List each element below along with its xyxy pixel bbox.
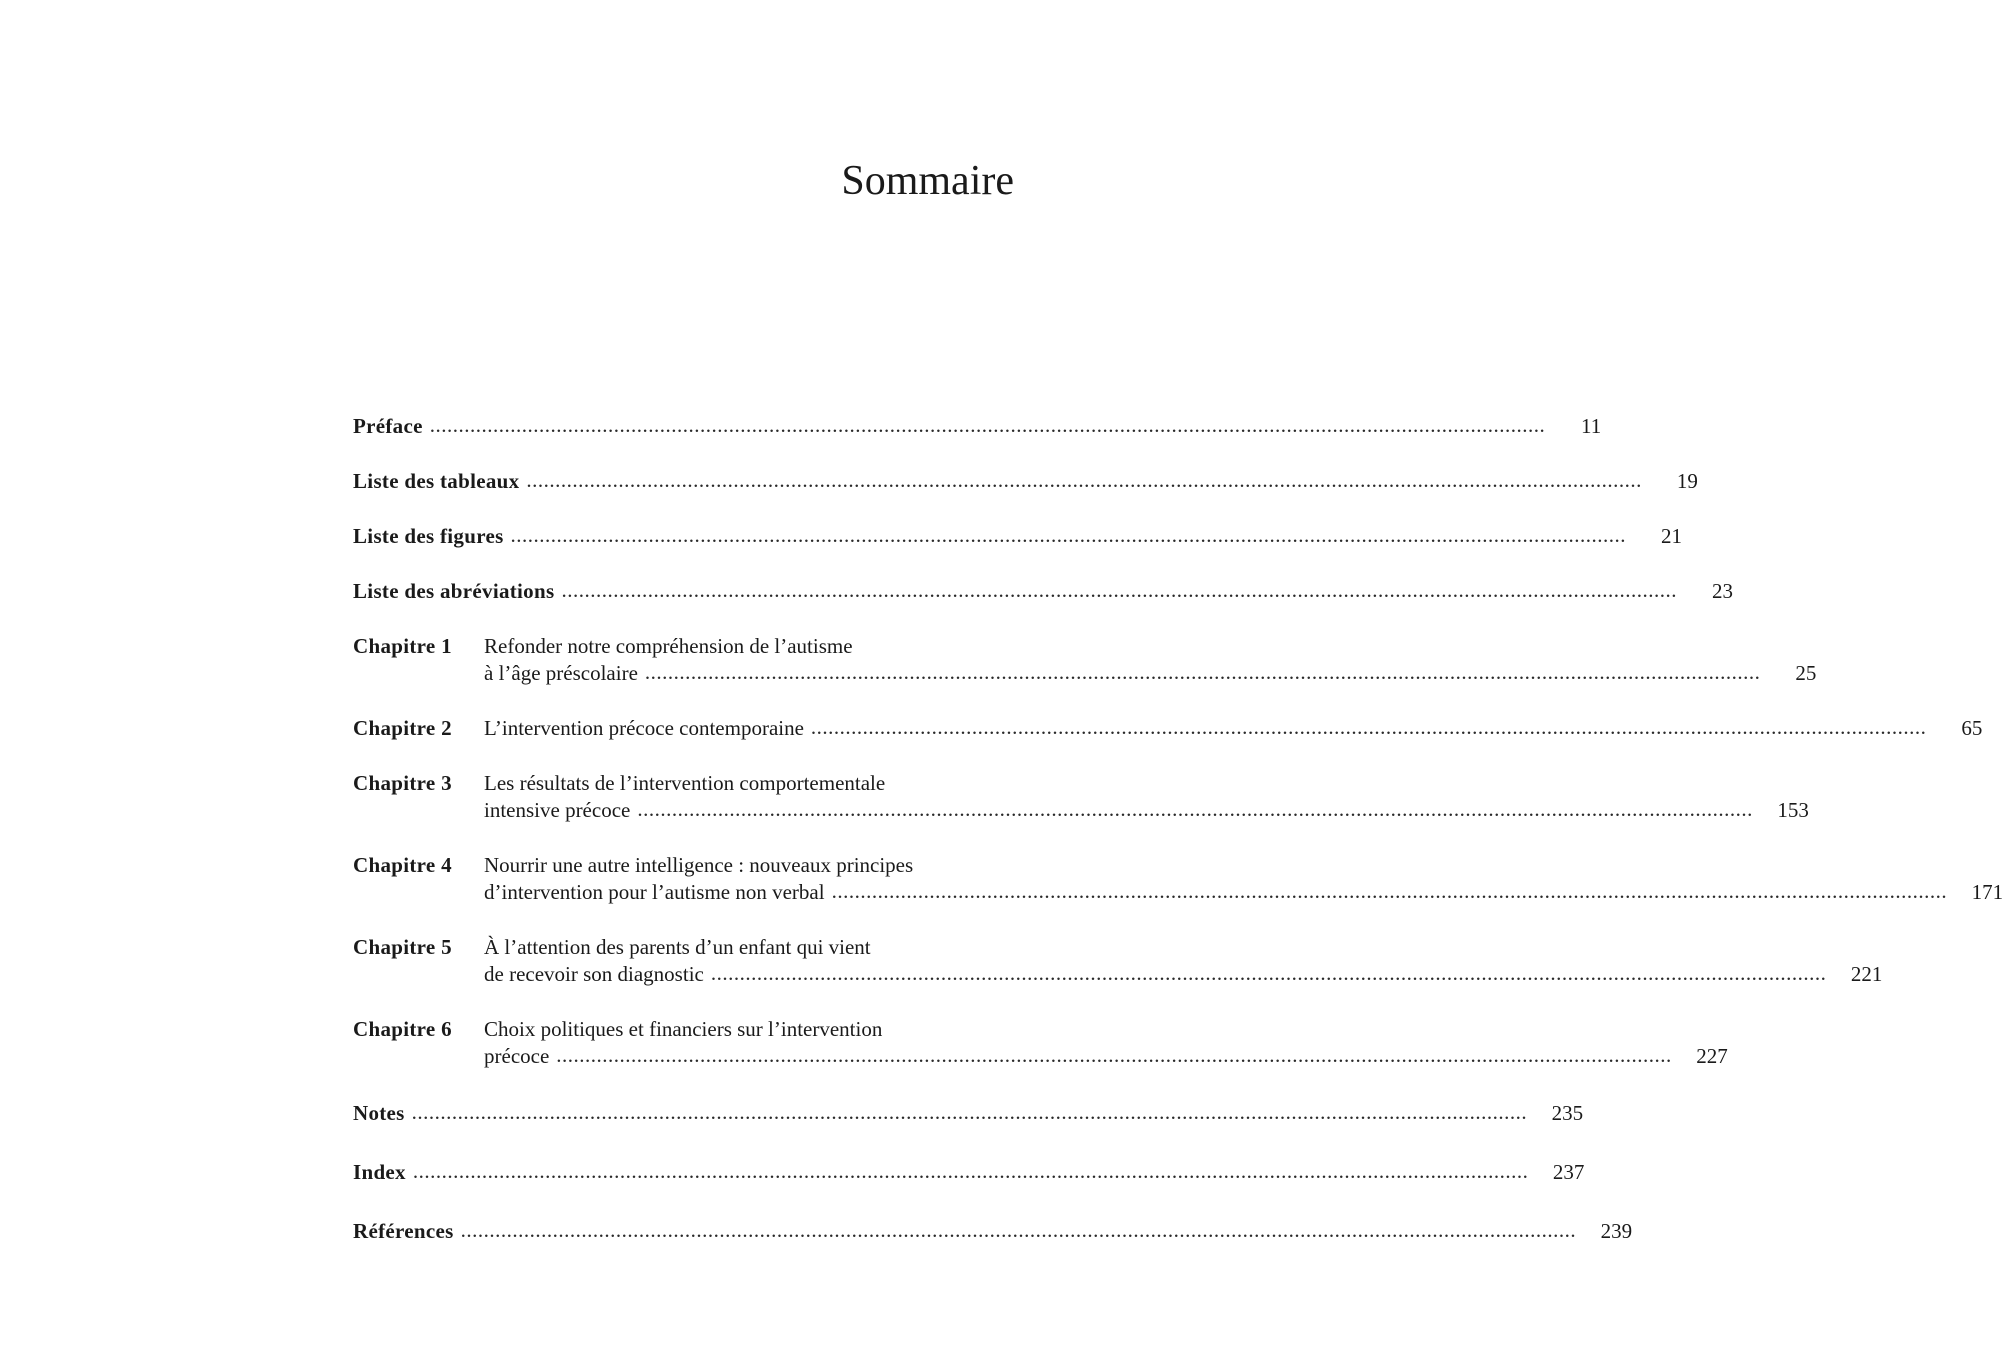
toc-entry-liste-des-tableaux[interactable] [353,468,1698,495]
toc-entry-chapitre-1[interactable] [353,633,1817,687]
dot-leader: .................................................................................................................................................................................................. [637,797,1753,821]
toc-page-number: 227 [1696,1044,1728,1068]
chapter-title-line: intensive précoce [484,798,631,822]
chapter-number: Chapitre 2 [353,716,452,740]
toc-entry-chapitre-2[interactable] [353,715,1983,742]
chapter-number: Chapitre 6 [353,1017,452,1041]
dot-leader: .................................................................................................................................................................................................. [831,879,1948,903]
dot-leader: .................................................................................................................................................................................................. [460,1218,1577,1242]
toc-entry-preface[interactable] [353,413,1602,440]
toc-page-number: 19 [1676,469,1698,493]
chapter-title-line: Les résultats de l’intervention comportementale [484,771,886,795]
toc-entry-label: Index [353,1160,406,1184]
chapter-number: Chapitre 5 [353,935,452,959]
toc-entry-label: Références [353,1219,454,1243]
toc-page-number: 239 [1600,1219,1633,1243]
toc-entry-index[interactable] [353,1159,1585,1186]
toc-entry-chapitre-6[interactable] [353,1016,1728,1070]
dot-leader: .................................................................................................................................................................................................. [429,413,1546,437]
toc-entry-label: Notes [353,1101,405,1125]
toc-page-number: 171 [1971,880,2003,904]
toc-entry-liste-des-abreviations[interactable] [353,578,1733,605]
chapter-title-line: L’intervention précoce contemporaine [484,716,804,740]
toc-page-number: 23 [1711,579,1733,603]
dot-leader: .................................................................................................................................................................................................. [411,1100,1528,1124]
dot-leader: .................................................................................................................................................................................................. [644,660,1761,684]
toc-entry-references[interactable] [353,1218,1633,1245]
toc-entry-label: Préface [353,414,423,438]
dot-leader: .................................................................................................................................................................................................. [556,1043,1672,1067]
toc-entry-notes[interactable] [353,1100,1584,1127]
toc-entry-chapitre-5[interactable] [353,934,1883,988]
chapter-title-line: À l’attention des parents d’un enfant qui vient [484,935,871,959]
dot-leader: .................................................................................................................................................................................................. [412,1159,1529,1183]
chapter-title-line: à l’âge préscolaire [484,661,638,685]
table-of-contents [353,413,2003,1277]
toc-page-number: 235 [1551,1101,1584,1125]
toc-entry-label: Liste des tableaux [353,469,520,493]
dot-leader: .................................................................................................................................................................................................. [510,523,1627,547]
toc-page-number: 65 [1961,716,1983,740]
page-title: Sommaire [841,158,1014,204]
chapter-title-line: Refonder notre compréhension de l’autisme [484,634,853,658]
toc-entry-label: Liste des abréviations [353,579,555,603]
chapter-title-line: d’intervention pour l’autisme non verbal [484,880,825,904]
toc-page-number: 11 [1580,414,1602,438]
toc-page-number: 237 [1552,1160,1585,1184]
toc-page-number: 21 [1661,524,1683,548]
chapter-number: Chapitre 1 [353,634,452,658]
dot-leader: .................................................................................................................................................................................................. [526,468,1642,492]
chapter-title-line: de recevoir son diagnostic [484,962,704,986]
chapter-title-line: Nourrir une autre intelligence : nouveaux principes [484,853,914,877]
chapter-number: Chapitre 4 [353,853,452,877]
chapter-title-line: précoce [484,1044,550,1068]
toc-entry-chapitre-4[interactable] [353,852,2003,906]
chapter-title-line: Choix politiques et financiers sur l’intervention [484,1017,883,1041]
dot-leader: .................................................................................................................................................................................................. [561,578,1677,602]
chapter-number: Chapitre 3 [353,771,452,795]
toc-entry-label: Liste des figures [353,524,504,548]
toc-entry-chapitre-3[interactable] [353,770,1809,824]
toc-page-number: 25 [1795,661,1817,685]
dot-leader: .................................................................................................................................................................................................. [710,961,1827,985]
toc-page-number: 153 [1777,798,1809,822]
toc-entry-liste-des-figures[interactable] [353,523,1683,550]
dot-leader: .................................................................................................................................................................................................. [810,715,1927,739]
toc-page-number: 221 [1850,962,1883,986]
